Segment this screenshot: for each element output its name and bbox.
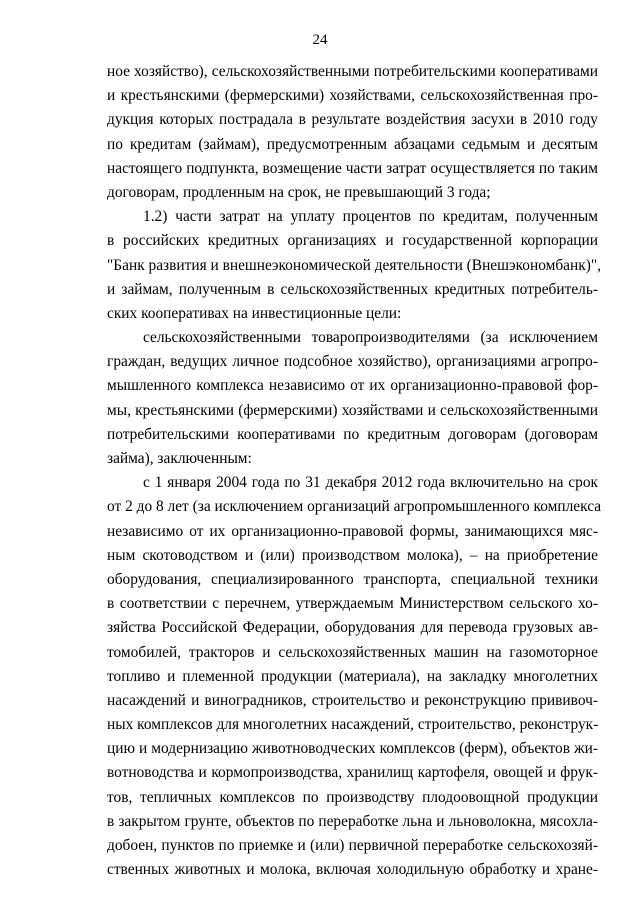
text-line: мышленного комплекса независимо от их организационно-правовой фор- [107,377,598,395]
text-line: топливо и племенной продукции (материала), на закладку многолетних [107,667,598,685]
text-line: потребительскими кооперативами по кредитным договорам (договорам [107,425,598,443]
text-line: с 1 января 2004 года по 31 декабря 2012 года включительно на срок [143,474,598,492]
text-line: и займам, полученным в сельскохозяйственных кредитных потребитель- [107,280,598,298]
text-line: ственных животных и молока, включая холодильную обработку и хране- [107,861,598,879]
text-line: в соответствии с перечнем, утверждаемым Министерством сельского хо- [107,595,598,613]
text-line: оборудования, специализированного транспорта, специальной техники [107,570,598,588]
text-line: ских кооперативах на инвестиционные цели: [107,304,402,322]
page-number: 24 [312,32,328,48]
text-line: 1.2) части затрат на уплату процентов по кредитам, полученным [143,208,598,226]
text-line: и крестьянскими (фермерскими) хозяйствами, сельскохозяйственная про- [107,87,598,105]
text-line: по кредитам (займам), предусмотренным абзацами седьмым и десятым [107,135,598,153]
text-line: от 2 до 8 лет (за исключением организаций агропромышленного комплекса [107,498,602,516]
text-line: тов, тепличных комплексов по производству плодоовощной продукции [107,788,598,806]
text-line: займа), заключенным: [107,450,252,467]
text-line: сельскохозяйственными товаропроизводителями (за исключением [143,329,598,347]
text-line: граждан, ведущих личное подсобное хозяйство), организациями агропро- [107,353,598,371]
text-line: "Банк развития и внешнеэкономической деятельности (Внешэкономбанк)", [107,256,601,274]
text-line: томобилей, тракторов и сельскохозяйственных машин на газомоторное [107,643,598,661]
text-line: ных комплексов для многолетних насаждений, строительство, реконструк- [107,716,599,734]
text-line: насаждений и виноградников, строительство и реконструкцию прививоч- [107,691,598,709]
text-line: ное хозяйство), сельскохозяйственными потребительскими кооперативами [107,63,598,80]
body-text [107,60,602,882]
text-line: мы, крестьянскими (фермерскими) хозяйствами и сельскохозяйственными [107,401,598,419]
text-line: дукция которых пострадала в результате воздействия засухи в 2010 году [107,111,598,129]
text-line: в российских кредитных организациях и государственной корпорации [107,232,598,250]
text-line: независимо от их организационно-правовой формы, занимающихся мяс- [107,522,598,540]
text-line: зяйства Российской Федерации, оборудования для перевода грузовых ав- [107,619,598,637]
text-line: вотноводства и кормопроизводства, хранилищ картофеля, овощей и фрук- [107,764,598,782]
text-line: ным скотоводством и (или) производством молока), – на приобретение [107,546,598,564]
text-line: в закрытом грунте, объектов по переработке льна и льноволокна, мясохла- [107,812,598,830]
text-line: цию и модернизацию животноводческих комплексов (ферм), объектов жи- [107,740,598,758]
text-line: добоен, пунктов по приемке и (или) первичной переработке сельскохозяй- [107,837,598,854]
text-line: договорам, продленным на срок, не превышающий 3 года; [107,183,491,201]
text-line: настоящего подпункта, возмещение части затрат осуществляется по таким [107,159,598,177]
